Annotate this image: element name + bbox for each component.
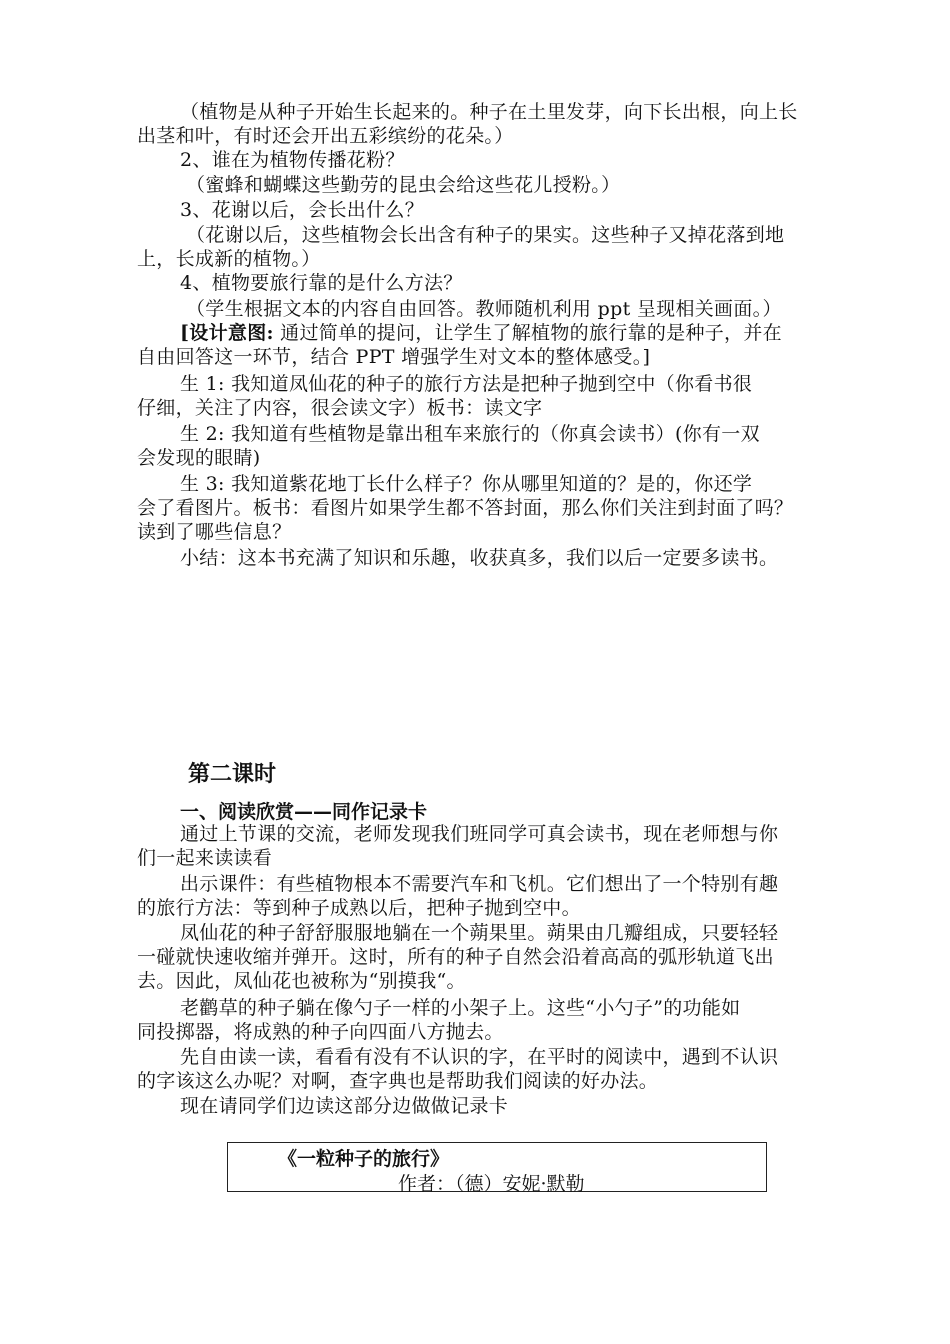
student-2-line-2: 会发现的眼睛) [137,447,261,469]
answer-2: （蜜蜂和蝴蝶这些勤劳的昆虫会给这些花儿授粉。） [186,174,621,196]
paragraph-3-line-2: 一碰就快速收缩并弹开。这时，所有的种子自然会沿着高高的弧形轨道飞出 [137,946,774,968]
student-3-line-3: 读到了哪些信息？ [137,521,292,543]
question-2: 2、谁在为植物传播花粉？ [180,149,405,171]
student-1-line-2: 仔细，关注了内容，很会读文字）板书：读文字 [137,397,543,419]
paragraph-2-line-2: 的旅行方法：等到种子成熟以后，把种子抛到空中。 [137,897,581,919]
design-intent-line-1 [180,321,910,345]
design-intent-line-2: 自由回答这一环节，结合 PPT 增强学生对文本的整体感受。] [137,346,651,368]
question-4: 4、植物要旅行靠的是什么方法？ [180,272,463,294]
student-1-line-1: 生 1: 我知道凤仙花的种子的旅行方法是把种子抛到空中（你看书很 [180,373,753,395]
paragraph-6: 现在请同学们边读这部分边做做记录卡 [180,1095,509,1117]
paragraph-3-line-3: 去。因此，凤仙花也被称为“别摸我“。 [137,970,466,992]
answer-3-line-2: 上，长成新的植物。） [137,248,321,270]
student-3-line-2: 会了看图片。板书：看图片如果学生都不答封面，那么你们关注到封面了吗？ [137,497,794,519]
paragraph-2-line-1: 出示课件：有些植物根本不需要汽车和飞机。它们想出了一个特别有趣 [180,873,779,895]
answer-3-line-1: （花谢以后，这些植物会长出含有种子的果实。这些种子又掉花落到地 [186,224,785,246]
design-intent-label: [设计意图: [180,322,274,344]
paragraph-4-line-1: 老鹳草的种子躺在像勺子一样的小架子上。这些“小勺子”的功能如 [180,997,741,1019]
paragraph-5-line-1: 先自由读一读，看看有没有不认识的字，在平时的阅读中，遇到不认识 [180,1046,779,1068]
record-card [227,1142,767,1195]
section-subheading: 一、阅读欣赏——同作记录卡 [180,801,428,823]
paragraph-5-line-2: 的字该这么办呢？对啊，查字典也是帮助我们阅读的好办法。 [137,1070,659,1092]
student-2-line-1: 生 2: 我知道有些植物是靠出租车来旅行的（你真会读书）(你有一双 [180,423,760,445]
student-3-line-1: 生 3: 我知道紫花地丁长什么样子？你从哪里知道的？是的，你还学 [180,473,753,495]
paragraph-1-line-2: 们一起来读读看 [137,847,273,869]
question-3: 3、花谢以后，会长出什么？ [180,199,424,221]
paragraph-3-line-1: 凤仙花的种子舒舒服服地躺在一个蒴果里。蒴果由几瓣组成，只要轻轻 [180,922,779,944]
summary: 小结：这本书充满了知识和乐趣，收获真多，我们以后一定要多读书。 [180,547,779,569]
card-book-title: 《一粒种子的旅行》 [278,1148,450,1170]
paragraph-1-line-1: 通过上节课的交流，老师发现我们班同学可真会读书，现在老师想与你 [180,823,779,845]
card-author: 作者：（德）安妮·默勒 [398,1173,585,1195]
paragraph-4-line-2: 同投掷器，将成熟的种子向四面八方抛去。 [137,1021,504,1043]
lesson-heading: 第二课时 [188,762,277,787]
answer-1-line-1: （植物是从种子开始生长起来的。种子在土里发芽，向下长出根，向上长 [180,101,798,123]
answer-4: （学生根据文本的内容自由回答。教师随机利用 ppt 呈现相关画面。） [186,298,782,320]
answer-1-line-2: 出茎和叶，有时还会开出五彩缤纷的花朵。） [137,125,514,147]
design-intent-text: 通过简单的提问，让学生了解植物的旅行靠的是种子，并在 [273,322,782,344]
